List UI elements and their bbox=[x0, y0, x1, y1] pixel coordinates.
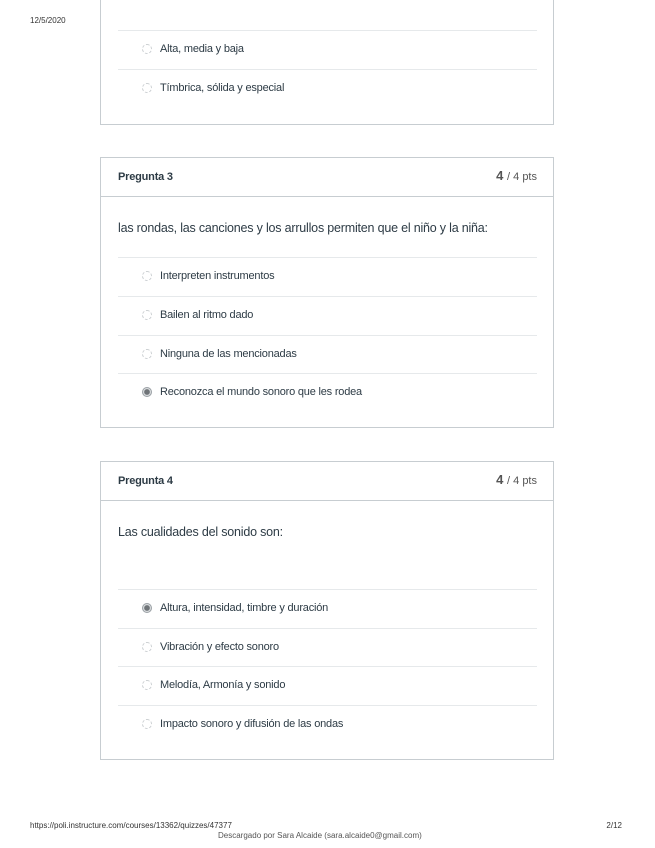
radio-icon[interactable] bbox=[142, 349, 152, 359]
answer-label: Melodía, Armonía y sonido bbox=[160, 679, 286, 691]
print-url: https://poli.instructure.com/courses/13362/quizzes/47377 bbox=[30, 821, 232, 830]
radio-selected-icon[interactable] bbox=[142, 387, 152, 397]
answer-option[interactable] bbox=[118, 628, 537, 667]
radio-icon[interactable] bbox=[142, 83, 152, 93]
question-header bbox=[101, 462, 553, 501]
radio-selected-icon[interactable] bbox=[142, 603, 152, 613]
answer-label: Vibración y efecto sonoro bbox=[160, 641, 279, 653]
radio-icon[interactable] bbox=[142, 271, 152, 281]
answer-option[interactable] bbox=[118, 296, 537, 335]
score-value: 4 bbox=[496, 168, 504, 183]
question-score bbox=[496, 472, 537, 487]
answer-label: Altura, intensidad, timbre y duración bbox=[160, 602, 329, 614]
question-title: Pregunta 4 bbox=[118, 475, 173, 487]
radio-icon[interactable] bbox=[142, 680, 152, 690]
answer-label: Bailen al ritmo dado bbox=[160, 309, 254, 321]
question-4-card bbox=[100, 461, 554, 760]
question-text: las rondas, las canciones y los arrullos permiten que el niño y la niña: bbox=[118, 221, 488, 235]
score-points: / 4 pts bbox=[507, 475, 537, 487]
downloaded-by: Descargado por Sara Alcaide (sara.alcaide0@gmail.com) bbox=[218, 831, 422, 840]
radio-icon[interactable] bbox=[142, 44, 152, 54]
question-score bbox=[496, 168, 537, 183]
page-number: 2/12 bbox=[606, 821, 622, 830]
question-2-card bbox=[100, 0, 554, 125]
radio-icon[interactable] bbox=[142, 642, 152, 652]
answer-label: Tímbrica, sólida y especial bbox=[160, 82, 285, 94]
radio-icon[interactable] bbox=[142, 719, 152, 729]
answer-option[interactable] bbox=[118, 257, 537, 296]
answer-label: Reconozca el mundo sonoro que les rodea bbox=[160, 386, 362, 398]
question-text: Las cualidades del sonido son: bbox=[118, 525, 283, 539]
answer-label: Ninguna de las mencionadas bbox=[160, 348, 297, 360]
question-3-card bbox=[100, 157, 554, 428]
answer-option[interactable] bbox=[118, 335, 537, 374]
score-points: / 4 pts bbox=[507, 171, 537, 183]
answer-option[interactable] bbox=[118, 666, 537, 705]
answer-option[interactable] bbox=[118, 69, 537, 108]
answer-option-selected[interactable] bbox=[118, 373, 537, 412]
score-value: 4 bbox=[496, 472, 504, 487]
answer-label: Interpreten instrumentos bbox=[160, 270, 275, 282]
answer-option[interactable] bbox=[118, 705, 537, 744]
question-title: Pregunta 3 bbox=[118, 171, 173, 183]
answer-option[interactable] bbox=[118, 30, 537, 69]
answer-label: Alta, media y baja bbox=[160, 43, 244, 55]
question-header bbox=[101, 158, 553, 197]
print-date: 12/5/2020 bbox=[30, 16, 66, 25]
answer-option-selected[interactable] bbox=[118, 589, 537, 628]
radio-icon[interactable] bbox=[142, 310, 152, 320]
answer-label: Impacto sonoro y difusión de las ondas bbox=[160, 718, 344, 730]
